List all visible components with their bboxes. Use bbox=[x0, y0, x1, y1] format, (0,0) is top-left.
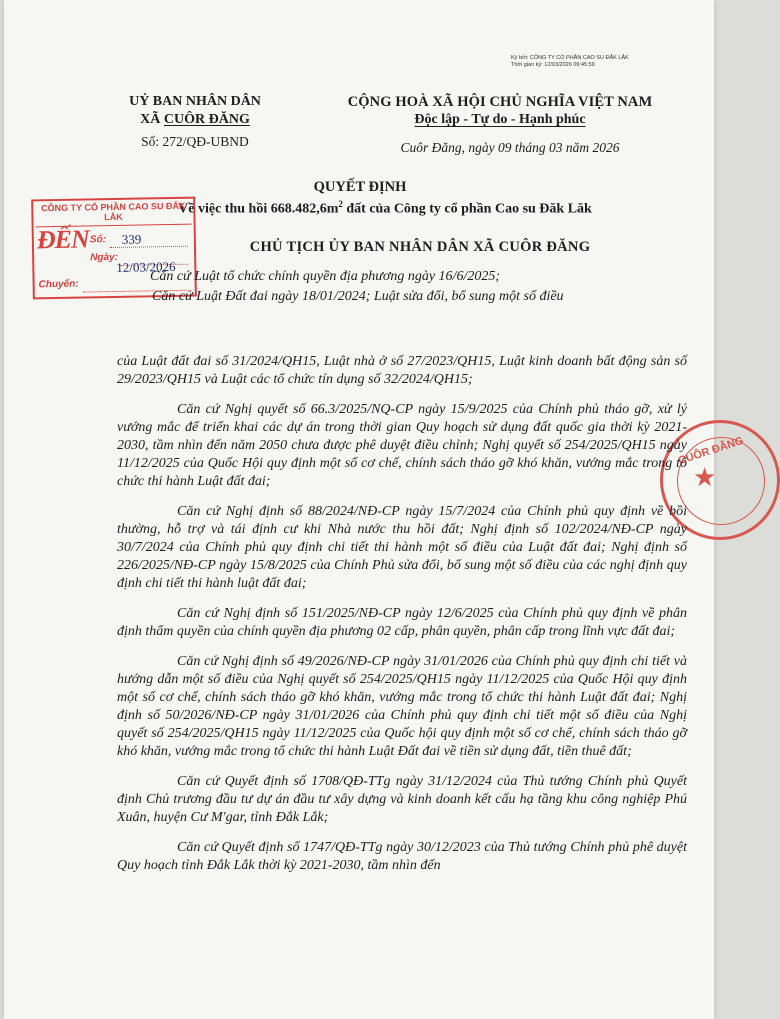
paragraph: Căn cứ Nghị định số 88/2024/NĐ-CP ngày 15/7/2024 của Chính phủ quy định về bồi thường, hỗ trợ và tái định cư khi Nhà nước thu hồi đất; Nghị định số 102/2024/NĐ-CP ngày 30/7/2024 của Chính phủ quy định chi tiết thi hành một số điều của Luật đất đai; Nghị định số 226/2025/NĐ-CP ngày 15/8/2025 của Chính Phủ sửa đổi, bổ sung một số điều của các nghị định quy định chi tiết thi hành luật đất đai; bbox=[117, 504, 687, 591]
authority-line-1: UỶ BAN NHÂN DÂN bbox=[129, 94, 261, 109]
document-title: QUYẾT ĐỊNH bbox=[313, 179, 407, 195]
paragraph: Căn cứ Luật tổ chức chính quyền địa phương ngày 16/6/2025; bbox=[150, 269, 500, 284]
motto bbox=[310, 111, 690, 129]
stamp-chuyen-label: Chuyển: bbox=[38, 278, 79, 291]
country-name: CỘNG HOÀ XÃ HỘI CHỦ NGHĨA VIỆT NAM bbox=[347, 94, 653, 110]
authority-line-2 bbox=[100, 111, 290, 129]
paragraph: của Luật đất đai số 31/2024/QH15, Luật nhà ở số 27/2023/QH15, Luật kinh doanh bất động sản số 29/2023/QH15 và Luật các tổ chức tín dụng số 32/2024/QH15; bbox=[117, 354, 687, 387]
issuer-heading: CHỦ TỊCH ỦY BAN NHÂN DÂN XÃ CUÔR ĐĂNG bbox=[249, 239, 591, 255]
paragraph: Căn cứ Nghị định số 151/2025/NĐ-CP ngày 12/6/2025 của Chính phủ quy định về phân định thẩm quyền của chính quyền địa phương 02 cấp, phân quyền, phân cấp trong lĩnh vực đất đai; bbox=[117, 606, 687, 639]
esign-time: Thời gian ký: 12/03/2026 09:45:59 bbox=[511, 62, 595, 68]
subject-before: Về việc thu hồi 668.482,6m bbox=[178, 201, 339, 217]
legal-basis-upper bbox=[150, 268, 686, 305]
stamp-so-label: Số: bbox=[89, 234, 107, 246]
subject-sup: 2 bbox=[338, 199, 343, 209]
motto-text: Độc lập - Tự do - Hạnh phúc bbox=[414, 112, 586, 127]
paragraph: Căn cứ Nghị quyết số 66.3/2025/NQ-CP ngày 15/9/2025 của Chính phủ tháo gỡ, xử lý vướng mắc để triển khai các dự án trong thời gian Quy hoạch sử dụng đất quốc gia thời kỳ 2021- 2030, tầm nhìn đến năm 2050 chưa được phê duyệt điều chỉnh; Nghị quyết số 254/2025/QH15 ngày 11/12/2025 của Quốc Hội quy định một số cơ chế, chính sách tháo gỡ khó khăn, vướng mắc trong tổ chức thi hành Luật đất đai; bbox=[117, 402, 687, 489]
authority-commune: CUÔR ĐĂNG bbox=[163, 112, 250, 127]
authority-prefix: XÃ bbox=[140, 112, 164, 127]
national-motto bbox=[310, 93, 690, 157]
legal-basis-lower bbox=[117, 353, 687, 875]
issuing-authority bbox=[100, 93, 290, 151]
subject-after: đất của Công ty cổ phần Cao su Đăk Lăk bbox=[342, 201, 592, 217]
star-icon: ★ bbox=[693, 463, 717, 492]
digital-signature-note bbox=[511, 55, 711, 69]
stamp-company: CÔNG TY CỔ PHẦN CAO SU ĐẮK LẮK bbox=[35, 201, 191, 228]
seal-text: CUÔR ĐĂNG bbox=[676, 434, 746, 468]
stamp-ngay-label: Ngày: bbox=[90, 251, 119, 264]
paragraph: Căn cứ Quyết định số 1708/QĐ-TTg ngày 31/12/2024 của Thủ tướng Chính phủ Quyết định Chủ trương đầu tư dự án đầu tư xây dựng và kinh doanh kết cấu hạ tầng khu công nghiệp Phú Xuân, huyện Cư M'gar, tỉnh Đắk Lắk; bbox=[117, 774, 687, 825]
stamp-so-value: 339 bbox=[121, 231, 142, 247]
stamp-ngay-value: 12/03/2026 bbox=[116, 258, 176, 275]
issue-date: Cuôr Đăng, ngày 09 tháng 03 năm 2026 bbox=[400, 140, 620, 155]
paragraph: Căn cứ Quyết định số 1747/QĐ-TTg ngày 30/12/2023 của Thủ tướng Chính phủ phê duyệt Quy hoạch tỉnh Đắk Lắk thời kỳ 2021-2030, tầm nhìn đến bbox=[117, 840, 687, 873]
paragraph: Căn cứ Nghị định số 49/2026/NĐ-CP ngày 31/01/2026 của Chính phủ quy định chi tiết và hướng dẫn một số điều của Nghị quyết số 254/2025/QH15 ngày 11/12/2025 của Quốc Hội quy định một số cơ chế, chính sách tháo gỡ khó khăn, vướng mắc trong tổ chức thi hành Luật đất đai; Nghị định số 50/2026/NĐ-CP ngày 31/01/2026 của Chính phủ quy định chi tiết một số điều của Nghị quyết số 254/2025/QH15 ngày 11/12/2025 của Quốc hội quy định một số cơ chế, chính sách tháo gỡ khó khăn, vướng mắc trong tổ chức thi hành Luật Đất đai về tiền sử dụng đất, tiền thuê đất; bbox=[117, 654, 687, 759]
esign-signer: Ký bởi: CÔNG TY CỔ PHẦN CAO SU ĐẮK LẮK bbox=[511, 55, 629, 61]
paragraph: Căn cứ Luật Đất đai ngày 18/01/2024; Luật sửa đổi, bổ sung một số điều bbox=[152, 288, 564, 304]
document-number: Số: 272/QĐ-UBND bbox=[141, 134, 249, 149]
stamp-den: ĐẾN bbox=[36, 224, 89, 255]
